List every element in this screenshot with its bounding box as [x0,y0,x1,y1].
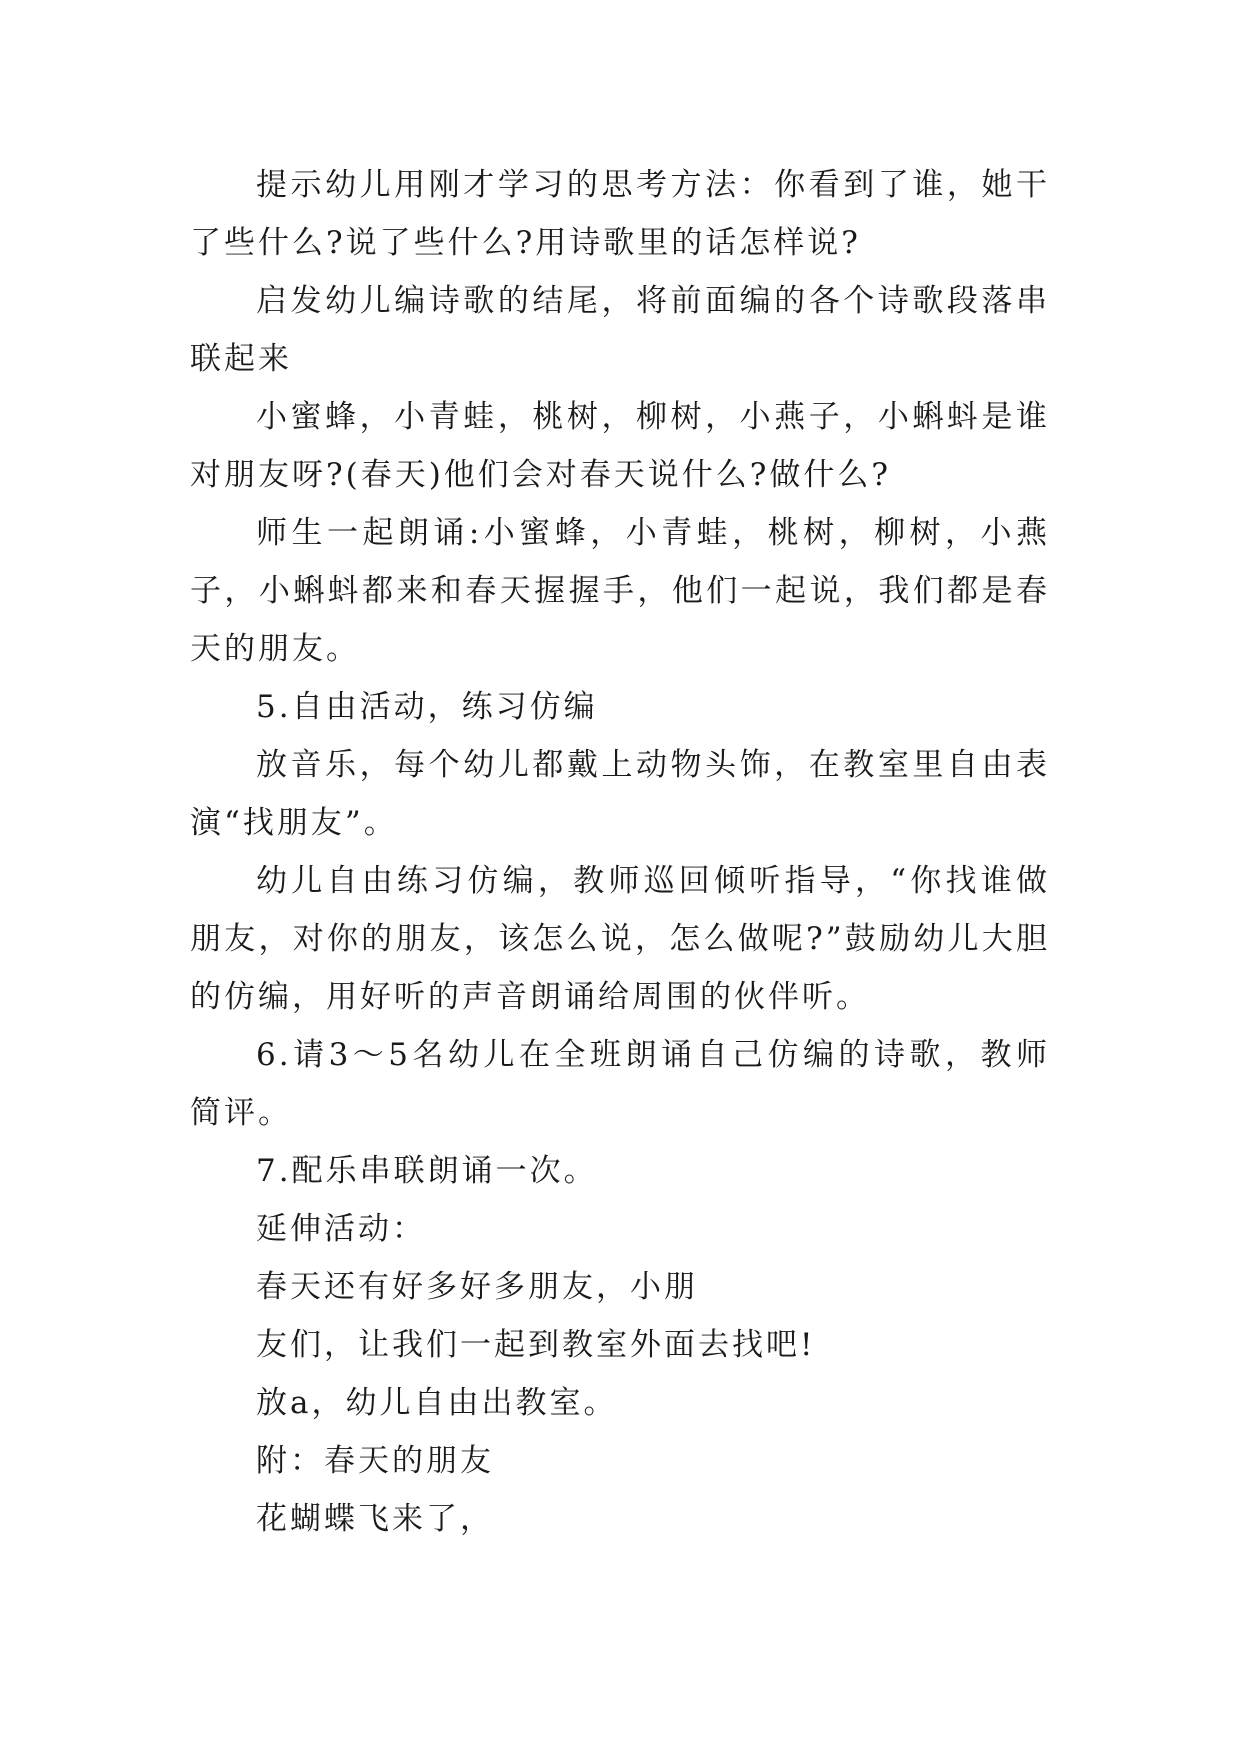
paragraph-prompt-thinking-method: 提示幼儿用刚才学习的思考方法：你看到了谁，她干了些什么?说了些什么?用诗歌里的话怎样说? [190,167,1050,261]
paragraph-extension-line-1: 春天还有好多好多朋友，小朋 [256,1269,698,1305]
paragraph-extension-heading: 延伸活动： [256,1211,426,1247]
paragraph-step-6: 6.请3～5名幼儿在全班朗诵自己仿编的诗歌，教师简评。 [190,1037,1050,1131]
paragraph-appendix-title: 附：春天的朋友 [256,1443,494,1479]
paragraph-friends-question: 小蜜蜂，小青蛙，桃树，柳树，小燕子，小蝌蚪是谁对朋友呀?(春天)他们会对春天说什么?做什么? [190,399,1050,493]
document-body [190,156,1050,1548]
paragraph-leave-classroom: 放a，幼儿自由出教室。 [256,1385,618,1421]
paragraph-play-music: 放音乐，每个幼儿都戴上动物头饰，在教室里自由表演“找朋友”。 [190,747,1050,841]
paragraph-poem-first-line: 花蝴蝶飞来了， [256,1501,494,1537]
paragraph-poem-ending: 启发幼儿编诗歌的结尾，将前面编的各个诗歌段落串联起来 [190,283,1050,377]
paragraph-step-7: 7.配乐串联朗诵一次。 [256,1153,598,1189]
paragraph-step-5-heading: 5.自由活动，练习仿编 [256,689,598,725]
paragraph-free-practice: 幼儿自由练习仿编，教师巡回倾听指导，“你找谁做朋友，对你的朋友，该怎么说，怎么做呢?”鼓励幼儿大胆的仿编，用好听的声音朗诵给周围的伙伴听。 [190,863,1050,1015]
paragraph-extension-line-2: 友们，让我们一起到教室外面去找吧! [256,1327,816,1363]
paragraph-recite-together: 师生一起朗诵:小蜜蜂，小青蛙，桃树，柳树，小燕子，小蝌蚪都来和春天握握手，他们一起说，我们都是春天的朋友。 [190,515,1050,667]
